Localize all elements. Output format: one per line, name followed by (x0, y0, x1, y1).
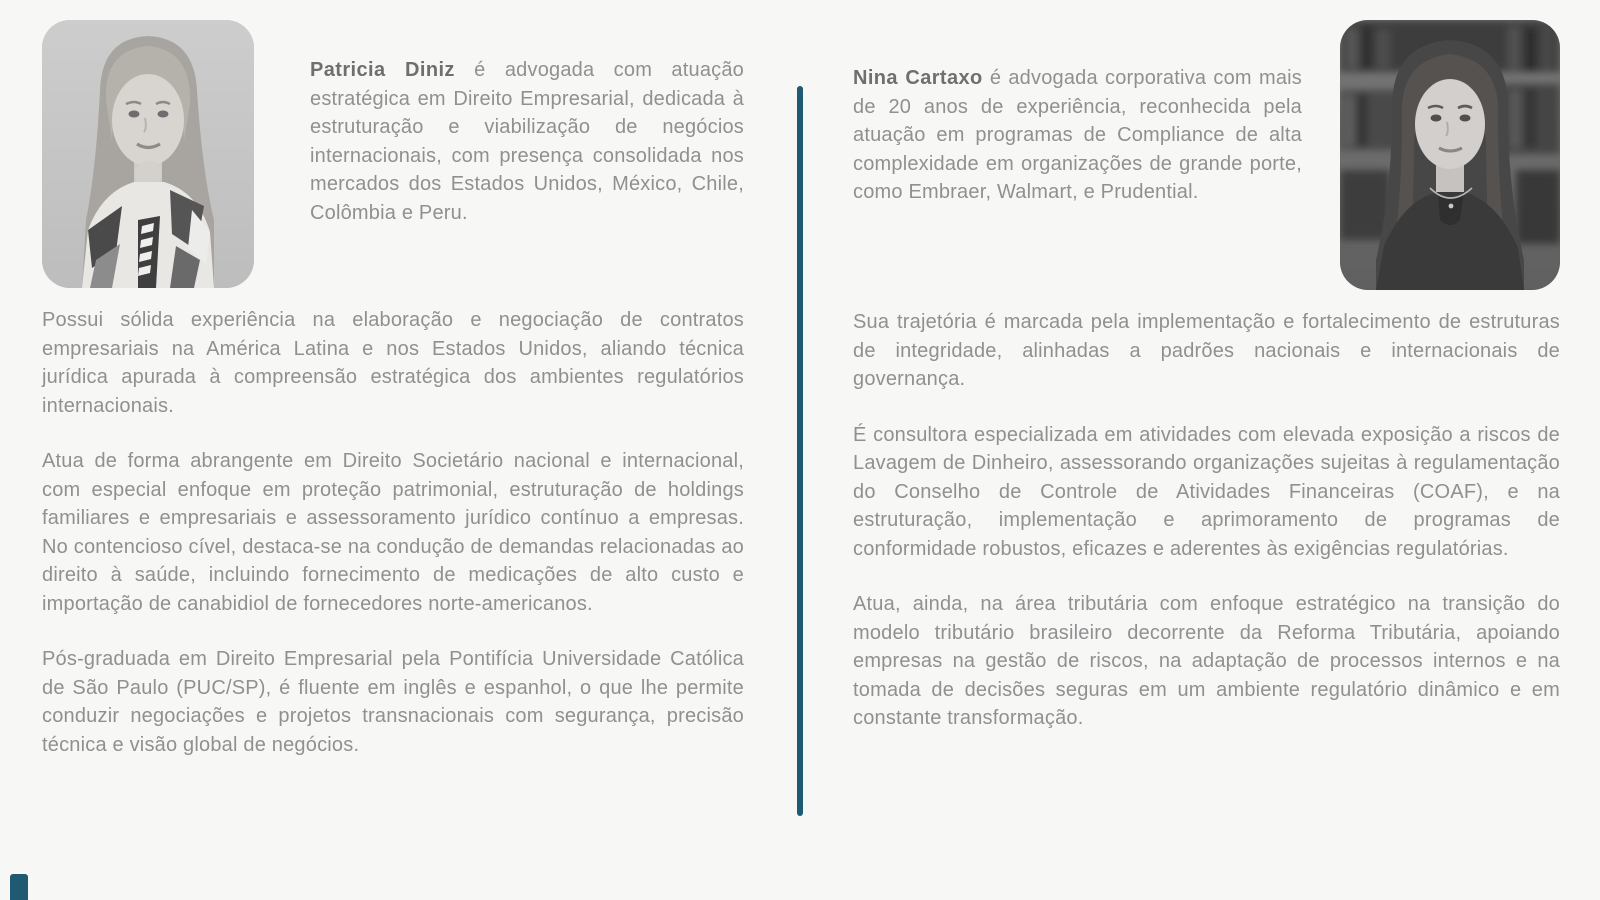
bio-paragraph: Sua trajetória é marcada pela implementação e fortalecimento de estruturas de integridade, alinhadas a padrões nacionais e internacionais de governança. (853, 311, 1560, 390)
column-divider (797, 86, 803, 816)
left-bio-column (42, 20, 744, 759)
bio-paragraph: Atua, ainda, na área tributária com enfoque estratégico na transição do modelo tributário brasileiro decorrente da Reforma Tributária, apoiando empresas na gestão de riscos, na adaptação de processos internos e na tomada de decisões seguras em um ambiente regulatório dinâmico e em constante transformação. (853, 593, 1560, 729)
bio-intro-text: é advogada com atuação estratégica em Direito Empresarial, dedicada à estruturação e viabilização de negócios internacionais, com presença consolidada nos mercados dos Estados Unidos, México, Chile, Colômbia e Peru. (310, 59, 744, 224)
bio-paragraph: Possui sólida experiência na elaboração e negociação de contratos empresariais na América Latina e nos Estados Unidos, aliando técnica jurídica apurada à compreensão estratégica dos ambientes regulatórios internacionais. (42, 309, 744, 417)
bio-paragraph: É consultora especializada em atividades com elevada exposição a riscos de Lavagem de Dinheiro, assessorando organizações sujeitas à regulamentação do Conselho de Controle de Atividades Financeiras (COAF), e na estruturação, implementação e aprimoramento de programas de conformidade robustos, eficazes e aderentes às exigências regulatórias. (853, 423, 1560, 560)
person-name: Patricia Diniz (310, 59, 455, 81)
bio-paragraph: Atua de forma abrangente em Direito Societário nacional e internacional, com especial enfoque em proteção patrimonial, estruturação de holdings familiares e empresariais e assessoramento jurídico contínuo a empresas. No contencioso cível, destaca-se na condução de demandas relacionadas ao direito à saúde, incluindo fornecimento de medicações de alto custo e importação de canabidiol de fornecedores norte-americanos. (42, 450, 744, 615)
nina-portrait-photo (1340, 20, 1560, 290)
nina-portrait-illustration (1340, 20, 1560, 290)
corner-accent-square (10, 874, 28, 900)
person-name: Nina Cartaxo (853, 67, 983, 89)
right-bio-column (853, 20, 1560, 733)
patricia-portrait-photo (42, 20, 254, 288)
bio-intro-text: é advogada corporativa com mais de 20 anos de experiência, reconhecida pela atuação em programas de Compliance de alta complexidade em organizações de grande porte, como Embraer, Walmart, e Prudential. (853, 67, 1302, 203)
bio-paragraph: Pós-graduada em Direito Empresarial pela Pontifícia Universidade Católica de São Paulo (PUC/SP), é fluente em inglês e espanhol, o que lhe permite conduzir negociações e projetos transnacionais com segurança, precisão técnica e visão global de negócios. (42, 648, 744, 756)
patricia-portrait-illustration (42, 20, 254, 288)
